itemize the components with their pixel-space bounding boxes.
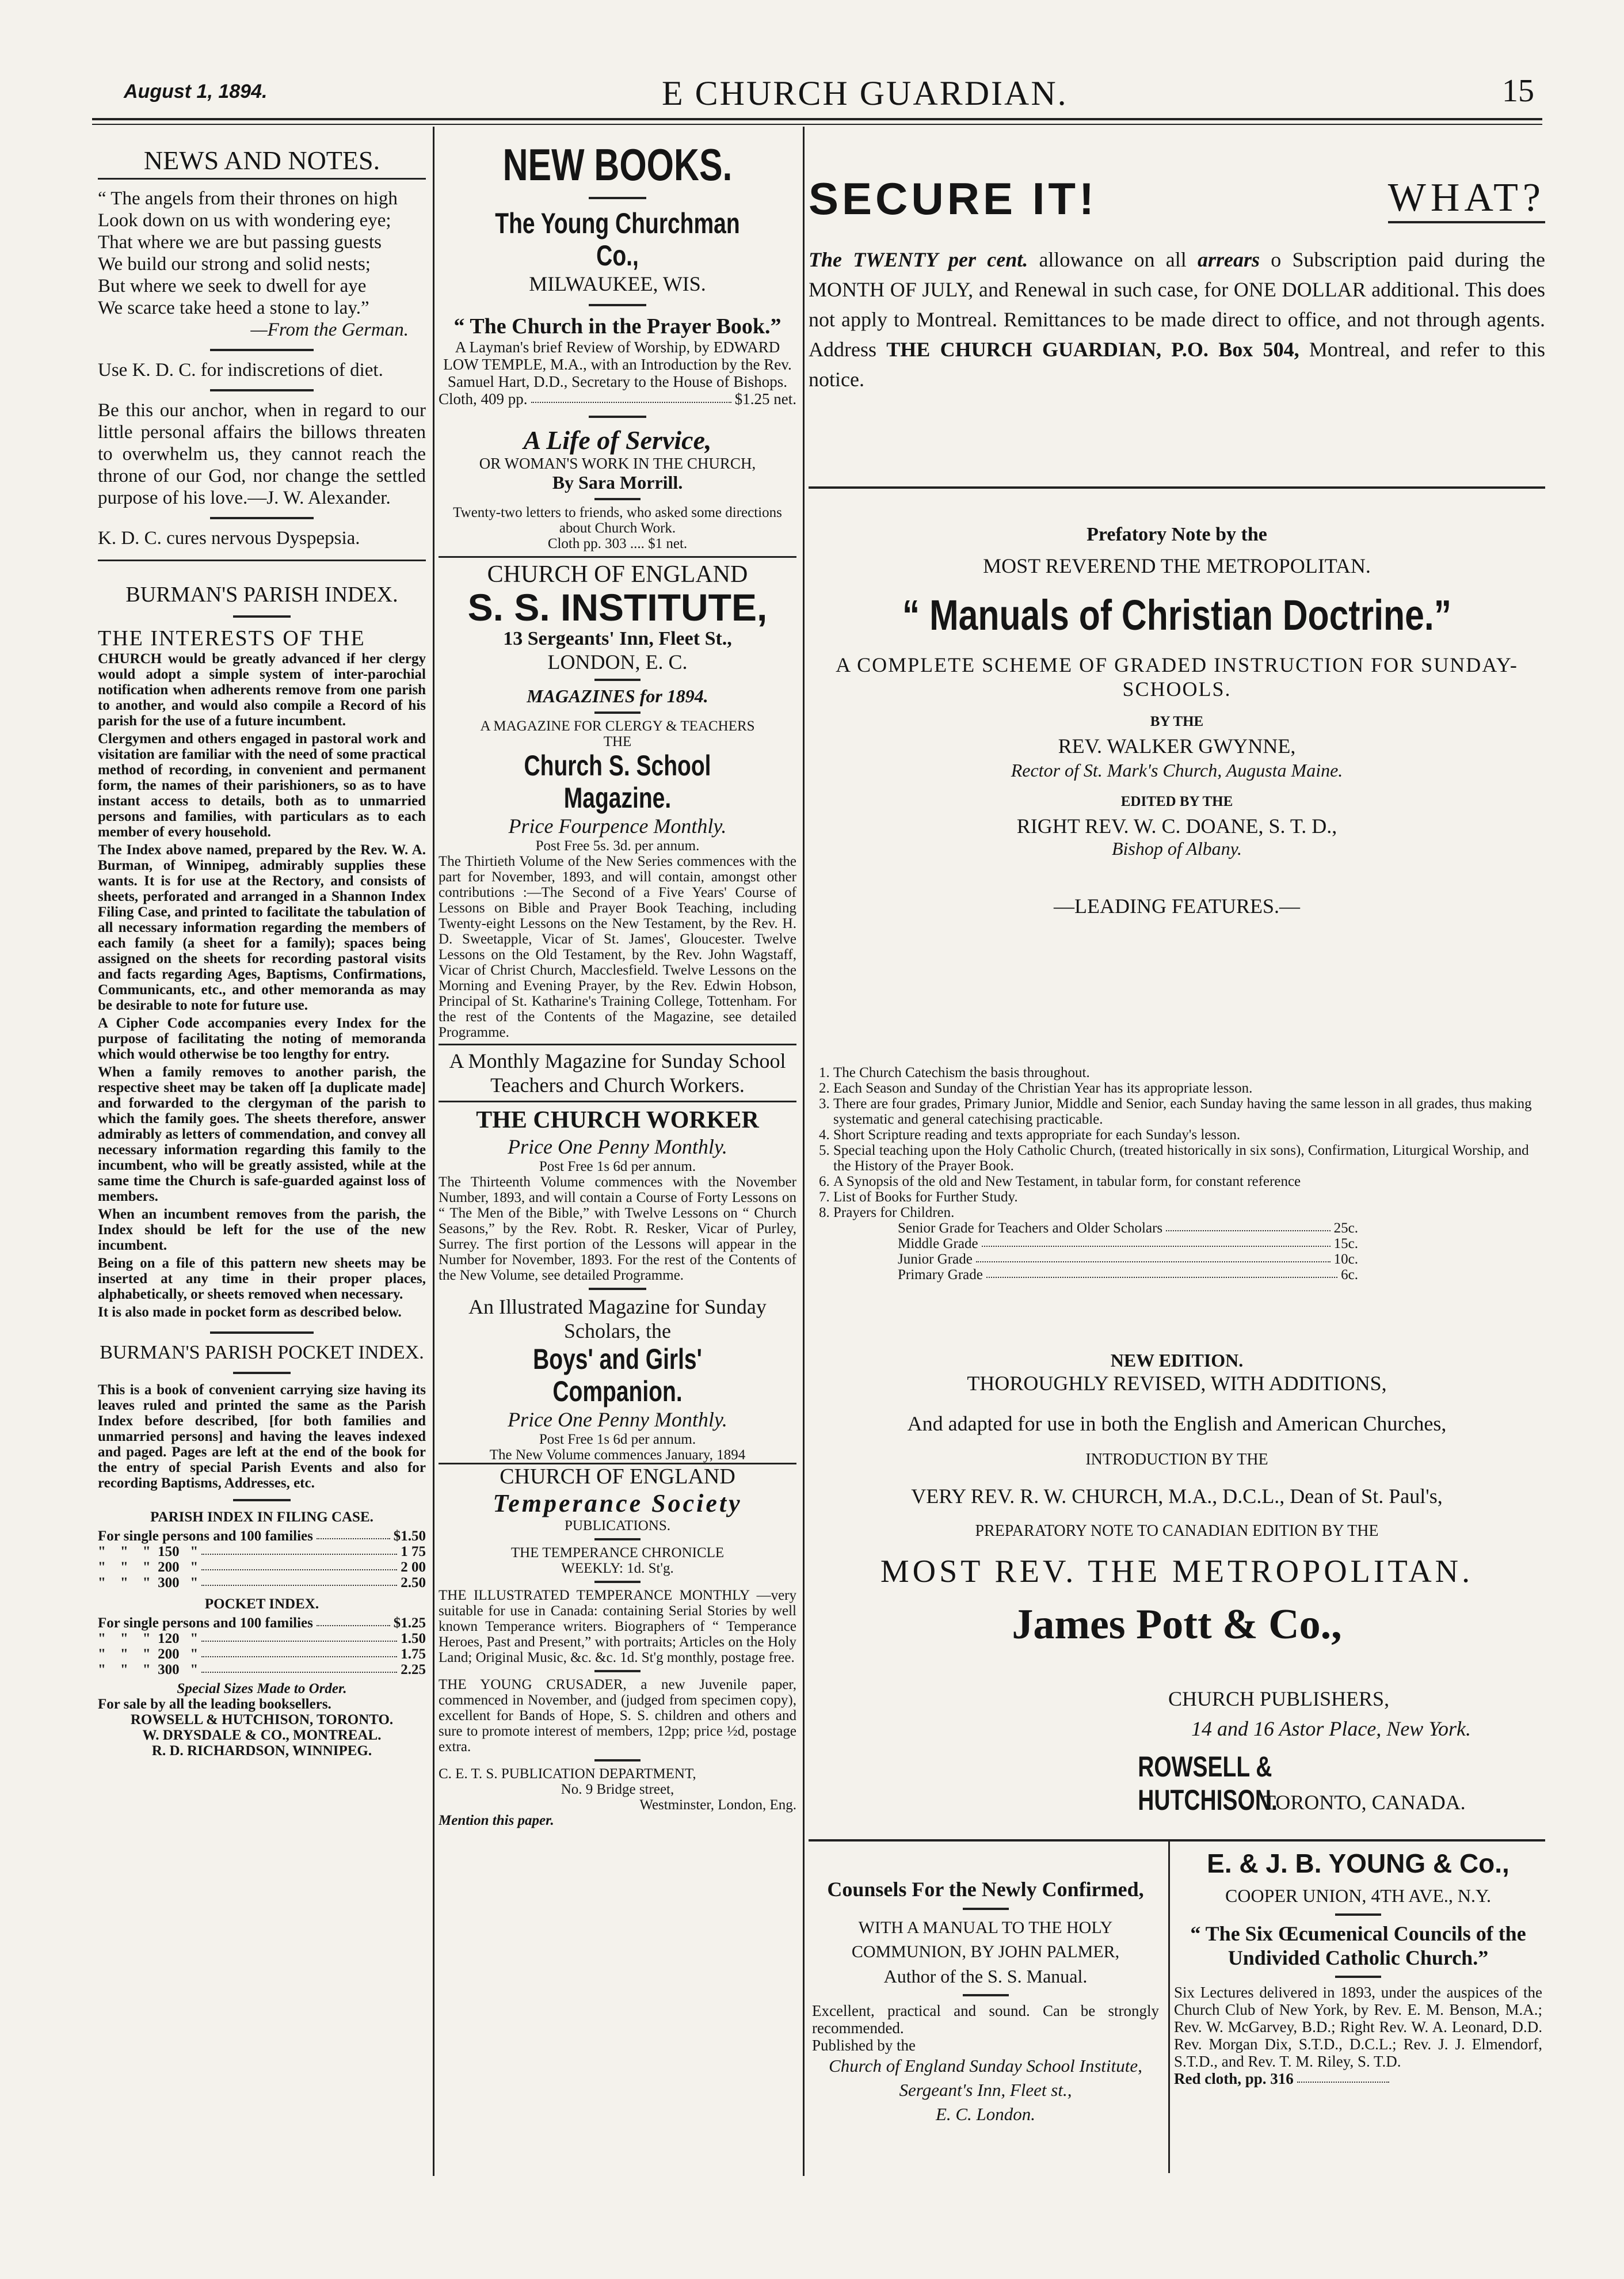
new-edition: NEW EDITION.	[1110, 1350, 1244, 1371]
cets-address: No. 9 Bridge street,	[561, 1782, 674, 1797]
news-title: NEWS AND NOTES.	[143, 146, 380, 175]
price-value: 2.25	[401, 1662, 426, 1677]
special-sizes: Special Sizes Made to Order.	[177, 1681, 347, 1696]
temperance-title: Temperance Society	[493, 1489, 742, 1517]
price-label: For single persons and 100 families	[98, 1528, 313, 1544]
grade-label: Middle Grade	[898, 1236, 978, 1251]
divider	[594, 1759, 641, 1761]
scheme: A COMPLETE SCHEME OF GRADED INSTRUCTION FOR SUNDAY-SCHOOLS.	[836, 653, 1518, 701]
by-the: BY THE	[1150, 714, 1204, 729]
body-paragraph: A Cipher Code accompanies every Index for the purpose of facilitating the noting of memoranda which would otherwise be too lengthy for entry.	[98, 1015, 426, 1062]
ss-heading: CHURCH OF ENGLAND	[487, 561, 748, 588]
price-label: " " " 150 "	[98, 1544, 199, 1559]
feature-item: 6. A Synopsis of the old and New Testament, in tabular form, for constant reference	[833, 1174, 1537, 1189]
offer-address: THE CHURCH GUARDIAN, P.O. Box 504,	[886, 338, 1299, 361]
news-note: Use K. D. C. for indiscretions of diet.	[98, 360, 383, 381]
young-address: COOPER UNION, 4TH AVE., N.Y.	[1225, 1885, 1491, 1906]
divider	[439, 1101, 796, 1102]
price-label: " " " 200 "	[98, 1559, 199, 1575]
csm-desc: The Thirtieth Volume of the New Series commences with the part for November, 1893, and will contain, amongst other contributions :—The Second of a Five Years' Course of Lessons on Bible and Prayer Book Teaching, including Twenty-eight Lessons on the New Testament, by the Rev. H. D. Sweetapple, Vicar of St. James', Gloucester. Twelve Lessons on the Old Testament, by the Rev. John Wagstaff, Vicar of Christ Church, Macclesfield. Twelve Lessons on the Morning and Evening Prayer, by the Rev. Edwin Hobson, Principal of St. Katharine's Training College, Tottenham. For the rest of the Contents of the Magazine, see detailed Programme.	[439, 854, 796, 1040]
feature-item: 5. Special teaching upon the Holy Catholic Church, (treated historically in six sons), Confirmation, Liturgical Worship, and the History of the Prayer Book.	[833, 1143, 1537, 1174]
grade-label: Junior Grade	[898, 1251, 973, 1267]
body-paragraph: The Index above named, prepared by the Rev. W. A. Burman, of Winnipeg, admirably supplies these wants. It is for use at the Rectory, and consists of sheets, perforated and arranged in a Shannon Index Filing Case, and printed to facilitate the tabulation of all necessary information regarding the members of each family (a sheet for a family); spaces being assigned on the sheets for recording pastoral visits and facts regarding Ages, Baptisms, Confirmations, Communicants, etc., and other memoranda as may be desirable to note for future use.	[98, 842, 426, 1013]
ss-title: S. S. INSTITUTE,	[467, 586, 768, 629]
price-value: 2 00	[401, 1559, 426, 1575]
seller: ROWSELL & HUTCHISON, TORONTO.	[130, 1712, 394, 1728]
toronto: TORONTO, CANADA.	[1263, 1791, 1466, 1814]
young-price	[1174, 2070, 1393, 2087]
worker-price: Price One Penny Monthly.	[508, 1135, 727, 1158]
divider	[963, 1908, 1009, 1910]
price-label: " " " 300 "	[98, 1575, 199, 1591]
boys-post: Post Free 1s 6d per annum.	[539, 1432, 696, 1447]
csm-post: Post Free 5s. 3d. per annum.	[535, 838, 700, 854]
divider	[210, 1331, 314, 1334]
price-label: Red cloth, pp. 316	[1174, 2070, 1294, 2087]
price-row	[98, 1615, 426, 1631]
pott-subtitle: CHURCH PUBLISHERS,	[1168, 1687, 1390, 1710]
book-desc: A Layman's brief Review of Worship, by EDWARD LOW TEMPLE, M.A., with an Introduction by the Rev. Samuel Hart, D.D., Secretary to the House of Bishops.	[443, 338, 792, 390]
divider	[809, 486, 1545, 489]
divider	[963, 1994, 1009, 1996]
magazines-title: MAGAZINES for 1894.	[527, 686, 708, 706]
book-price: Cloth pp. 303 .... $1 net.	[547, 536, 688, 551]
csm-price: Price Fourpence Monthly.	[508, 815, 727, 838]
filing-case-title: PARISH INDEX IN FILING CASE.	[150, 1509, 373, 1525]
manuals-label: “ Manuals of Christian Doctrine.”	[902, 591, 1452, 639]
counsels-desc: Excellent, practical and sound. Can be strongly recommended.	[812, 2002, 1159, 2037]
monthly-desc: A Monthly Magazine for Sunday School Teachers and Church Workers.	[449, 1049, 786, 1097]
column-divider-1	[433, 127, 434, 2176]
price-value: 1.50	[401, 1631, 426, 1646]
burman-body	[98, 651, 426, 1320]
price-value: $1.50	[393, 1528, 426, 1544]
price-row	[98, 1646, 426, 1662]
most-reverend: MOST REVEREND THE METROPOLITAN.	[983, 554, 1371, 577]
divider	[594, 1581, 641, 1583]
price-row	[98, 1662, 426, 1677]
price-value: 2.50	[401, 1575, 426, 1591]
news-note: Be this our anchor, when in regard to our little personal affairs the billows threaten to overwhelm us, they cannot reach the throne of our God, nor change the settled purpose of his love.—J. W. Alexander.	[98, 400, 426, 508]
metropolitan: MOST REV. THE METROPOLITAN.	[880, 1554, 1474, 1589]
chronicle-weekly: WEEKLY: 1d. St'g.	[561, 1561, 674, 1576]
church-worker-title: THE CHURCH WORKER	[476, 1107, 759, 1133]
poem-line: We build our strong and solid nests;	[98, 254, 371, 275]
secure-offer	[809, 245, 1545, 394]
pocket-price-title: POCKET INDEX.	[204, 1596, 319, 1612]
offer-text: o Subscription paid during the MONTH OF JULY, and Renewal in such case, for ONE DOLLAR additional. This does not apply to Montreal. Remittances to be made direct to office, and not through agents. Address	[809, 248, 1546, 361]
offer-lead: The TWENTY per cent.	[809, 248, 1028, 271]
divider	[1335, 1976, 1381, 1978]
counsels-with: WITH A MANUAL TO THE HOLY COMMUNION, BY JOHN PALMER,	[851, 1918, 1120, 1961]
book-title: A Life of Service,	[523, 425, 712, 455]
column-news	[98, 132, 426, 2193]
pocket-index-desc: This is a book of convenient carrying size having its leaves ruled and printed the same as the Parish Index before described, [for both families and unmarried persons] and having the leaves indexed and paged. Pages are left at the end of the book for the entry of special Parish Events and also for recording Baptisms, Addresses, etc.	[98, 1382, 426, 1491]
the-label: THE	[603, 734, 632, 749]
price-row	[98, 1631, 426, 1646]
publisher-label: The Young Churchman Co.,	[495, 207, 740, 272]
poem	[98, 188, 426, 341]
price-label: " " " 300 "	[98, 1662, 199, 1677]
boys-price: Price One Penny Monthly.	[508, 1408, 727, 1431]
divider	[210, 517, 314, 519]
seller: W. DRYSDALE & CO., MONTREAL.	[142, 1728, 382, 1743]
body-paragraph: CHURCH would be greatly advanced if her clergy would adopt a simple system of inter-parochial notification when adherents remove from one parish to another, and would also compile a Record of his parish for the use of a future incumbent.	[98, 651, 426, 729]
price-value: $1.25	[393, 1615, 426, 1631]
boys-girls-label: Boys' and Girls' Companion.	[533, 1343, 702, 1407]
body-paragraph: When an incumbent removes from the parish, the Index should be left for the use of the new incumbent.	[98, 1207, 426, 1253]
offer-text: Montreal, and refer to this notice.	[809, 338, 1546, 391]
divider	[233, 1372, 291, 1374]
grade-price: 10c.	[1333, 1251, 1358, 1267]
divider	[809, 1839, 1545, 1842]
burman-title: BURMAN'S PARISH INDEX.	[125, 583, 398, 607]
news-note: K. D. C. cures nervous Dyspepsia.	[98, 528, 360, 549]
page-number: 15	[1502, 73, 1534, 109]
divider	[233, 615, 291, 618]
price-label: Cloth, 409 pp.	[439, 390, 528, 408]
features-title: —LEADING FEATURES.—	[1054, 895, 1300, 918]
editor-role: Bishop of Albany.	[1111, 838, 1242, 859]
interests-heading: THE INTERESTS OF THE	[98, 626, 365, 650]
column-divider-2	[803, 127, 805, 2176]
divider	[594, 498, 641, 500]
page-date: August 1, 1894.	[124, 81, 268, 102]
grade-price: 15c.	[1333, 1236, 1358, 1251]
body-paragraph: Clergymen and others engaged in pastoral work and visitation are familiar with the need of some practical method of recording, in convenient and permanent form, the names of their parishioners, so as to have instant access to details, both as to unmarried persons and families, with particulars as to each member of every household.	[98, 731, 426, 840]
feature-item: 3. There are four grades, Primary Junior, Middle and Senior, each Sunday having the same lesson in all grades, thus making systematic and general catechising practicable.	[833, 1096, 1537, 1127]
book-desc: Twenty-two letters to friends, who asked some directions about Church Work.	[453, 505, 782, 536]
feature-item: 2. Each Season and Sunday of the Christian Year has its appropriate lesson.	[833, 1080, 1537, 1096]
divider	[439, 1044, 796, 1045]
young-crusader: THE YOUNG CRUSADER, a new Juvenile paper, commenced in November, and (judged from specimen copy), excellent for Bands of Hope, S. S. children and others and sure to promote interest of members, 12pp; price ½d, postage extra.	[439, 1677, 796, 1755]
feature-item: 4. Short Scripture reading and texts appropriate for each Sunday's lesson.	[833, 1127, 1537, 1143]
sale-note: For sale by all the leading booksellers.	[98, 1696, 331, 1712]
feature-item: 7. List of Books for Further Study.	[833, 1189, 1537, 1205]
price-row	[98, 1559, 426, 1575]
price-row	[98, 1528, 426, 1544]
price-label: For single persons and 100 families	[98, 1615, 313, 1631]
editor: RIGHT REV. W. C. DOANE, S. T. D.,	[1016, 815, 1337, 838]
new-books-label: NEW BOOKS.	[502, 139, 733, 190]
rowsell-label: ROWSELL & HUTCHISON.	[1138, 1751, 1278, 1816]
author-role: Rector of St. Mark's Church, Augusta Maine.	[1011, 760, 1343, 781]
book-author: By Sara Morrill.	[552, 472, 683, 493]
counsels-author: Author of the S. S. Manual.	[883, 1966, 1088, 1987]
seller: R. D. RICHARDSON, WINNIPEG.	[151, 1743, 372, 1759]
grade-label: Primary Grade	[898, 1267, 983, 1283]
price-row	[98, 1575, 426, 1591]
ss-city: LONDON, E. C.	[547, 650, 688, 674]
poem-line: But where we seek to dwell for aye	[98, 276, 367, 296]
chronicle-title: THE TEMPERANCE CHRONICLE	[510, 1545, 725, 1561]
divider	[594, 712, 641, 714]
preparatory-note: PREPARATORY NOTE TO CANADIAN EDITION BY THE	[975, 1522, 1379, 1540]
pocket-price-table	[98, 1615, 426, 1677]
poem-source: —From the German.	[250, 319, 409, 340]
divider	[98, 178, 426, 180]
body-paragraph: Being on a file of this pattern new sheets may be inserted at any time in their proper places, alphabetically, or sheets removed when necessary.	[98, 1255, 426, 1302]
filing-price-table	[98, 1528, 426, 1591]
price-value: 1 75	[401, 1544, 426, 1559]
divider	[98, 560, 426, 561]
features-list	[811, 1065, 1537, 1283]
counsels-title: Counsels For the Newly Confirmed,	[827, 1878, 1144, 1901]
publisher-city: MILWAUKEE, WIS.	[529, 272, 706, 295]
divider	[589, 1288, 646, 1290]
manuals-title	[809, 589, 1545, 641]
divider	[1335, 1913, 1381, 1916]
book-subtitle: OR WOMAN'S WORK IN THE CHURCH,	[479, 455, 756, 472]
temperance-publications: PUBLICATIONS.	[564, 1518, 671, 1534]
divider	[210, 349, 314, 351]
ss-address: 13 Sergeants' Inn, Fleet St.,	[503, 628, 732, 649]
poem-line: Look down on us with wondering eye;	[98, 210, 391, 231]
cets-address: Westminster, London, Eng.	[639, 1797, 796, 1813]
column-divider-3	[1168, 1839, 1170, 2173]
counsels-publisher: Church of England Sunday School Institute, Sergeant's Inn, Fleet st.,	[829, 2056, 1142, 2100]
grade-row	[898, 1251, 1358, 1267]
header-rule	[92, 118, 1542, 125]
divider	[589, 416, 646, 418]
price-label: " " " 120 "	[98, 1631, 199, 1646]
column-books	[439, 132, 796, 2193]
divider	[233, 1499, 291, 1501]
divider	[210, 389, 314, 391]
what-label: WHAT?	[1388, 175, 1545, 223]
grade-row	[898, 1220, 1358, 1236]
mention-paper: Mention this paper.	[439, 1813, 554, 1828]
price-value: 1.75	[401, 1646, 426, 1662]
book-price	[439, 390, 796, 408]
grade-price: 25c.	[1333, 1220, 1358, 1236]
counsels-ad	[809, 1877, 1162, 2126]
secure-it: SECURE IT!	[809, 173, 1098, 224]
young-desc: Six Lectures delivered in 1893, under the auspices of the Church Club of New York, by Rev. E. M. Benson, M.A.; Rev. W. McGarvey, B.D.; Right Rev. W. A. Leonard, D.D. Rev. Morgan Dix, S.T.D., D.C.L.; Rev. J. J. Elmendorf, S.T.D., and Rev. T. M. Riley, S. T.D.	[1174, 1984, 1542, 2070]
price-value: $1.25 net.	[734, 390, 796, 408]
edited-by: EDITED BY THE	[1120, 794, 1233, 809]
poem-line: We scarce take heed a stone to lay.”	[98, 298, 369, 318]
temperance-heading: CHURCH OF ENGLAND	[500, 1464, 735, 1489]
adapted: And adapted for use in both the English and American Churches,	[907, 1412, 1447, 1435]
young-ad	[1174, 1848, 1542, 2087]
prefatory-note: Prefatory Note by the	[1087, 524, 1267, 545]
pott-title: James Pott & Co.,	[1012, 1601, 1342, 1648]
newspaper-title: E CHURCH GUARDIAN.	[662, 74, 1068, 112]
magazine-for: A MAGAZINE FOR CLERGY & TEACHERS	[480, 718, 755, 734]
author: REV. WALKER GWYNNE,	[1058, 735, 1296, 758]
new-books-title	[439, 140, 796, 189]
pott-ad	[809, 1350, 1545, 1649]
manuals-ad	[809, 524, 1545, 918]
introduction-by: INTRODUCTION BY THE	[1085, 1451, 1268, 1468]
divider	[594, 679, 641, 681]
worker-post: Post Free 1s 6d per annum.	[539, 1159, 696, 1174]
counsels-pub: Published by the	[812, 2037, 916, 2054]
feature-item: 1. The Church Catechism the basis throughout.	[833, 1065, 1537, 1080]
csm-title	[439, 749, 796, 814]
body-paragraph: When a family removes to another parish, the respective sheet may be taken off [a duplicate made] and forwarded to the clergyman of the parish to which the family goes. The sheets therefore, answer admirably as letters of commendation, and convey all necessary information regarding this family to the incumbent, who will be greatly assisted, while at the same time the Church is safe-guarded against loss of members.	[98, 1064, 426, 1204]
secure-ad	[809, 173, 1545, 394]
publisher-name	[439, 207, 796, 272]
grade-label: Senior Grade for Teachers and Older Scholars	[898, 1220, 1163, 1236]
pott-address: 14 and 16 Astor Place, New York.	[1191, 1717, 1471, 1740]
grade-row	[898, 1236, 1358, 1251]
body-paragraph: It is also made in pocket form as described below.	[98, 1304, 402, 1320]
secure-headline	[809, 173, 1545, 227]
offer-arrears: arrears	[1197, 248, 1260, 271]
revised: THOROUGHLY REVISED, WITH ADDITIONS,	[967, 1372, 1387, 1395]
csm-label: Church S. School Magazine.	[524, 749, 711, 814]
pocket-index-title: BURMAN'S PARISH POCKET INDEX.	[100, 1342, 424, 1363]
pott-details	[1168, 1687, 1537, 1741]
price-row	[98, 1544, 426, 1559]
divider	[439, 556, 796, 558]
boys-girls-title	[439, 1343, 796, 1407]
boys-volume: The New Volume commences January, 1894	[439, 1447, 796, 1464]
divider	[594, 1538, 641, 1540]
offer-text: allowance on all	[1039, 248, 1187, 271]
book-title: “ The Church in the Prayer Book.”	[453, 314, 781, 338]
young-title: E. & J. B. YOUNG & Co.,	[1207, 1848, 1509, 1878]
cets-department: C. E. T. S. PUBLICATION DEPARTMENT,	[439, 1766, 696, 1782]
divider	[589, 197, 646, 199]
divider	[589, 304, 646, 306]
grade-price: 6c.	[1341, 1267, 1358, 1283]
grade-prices	[898, 1220, 1358, 1283]
illustrated-monthly: THE ILLUSTRATED TEMPERANCE MONTHLY —very suitable for use in Canada: containing Serial Stories by well known Temperance writers. Biographers of “ Temperance Heroes, Past and Present,” with portraits; Articles on the Holy Land; Original Music, &c. &c. 1d. St'g monthly, postage free.	[439, 1588, 796, 1665]
young-book: “ The Six Œcumenical Councils of the Undivided Catholic Church.”	[1190, 1922, 1526, 1969]
poem-line: That where we are but passing guests	[98, 232, 382, 253]
price-label: " " " 200 "	[98, 1646, 199, 1662]
divider	[594, 1670, 641, 1672]
illustrated-desc: An Illustrated Magazine for Sunday Scholars, the	[468, 1295, 767, 1342]
worker-desc: The Thirteenth Volume commences with the November Number, 1893, and will contain a Course of Forty Lessons on “ The Men of the Bible,” with Twelve Lessons on “ Church Seasons,” by the Rev. Robt. R. Resker, Vicar of Purley, Surrey. The first portion of the Lessons will appear in the Number for November, 1893. For the rest of the Contents of the New Volume, see detailed Programme.	[439, 1174, 796, 1283]
feature-item: 8. Prayers for Children.	[833, 1205, 1537, 1220]
poem-line: “ The angels from their thrones on high	[98, 188, 398, 209]
counsels-city: E. C. London.	[935, 2104, 1036, 2124]
dean-church: VERY REV. R. W. CHURCH, M.A., D.C.L., Dean of St. Paul's,	[911, 1485, 1443, 1508]
grade-row	[898, 1267, 1358, 1283]
